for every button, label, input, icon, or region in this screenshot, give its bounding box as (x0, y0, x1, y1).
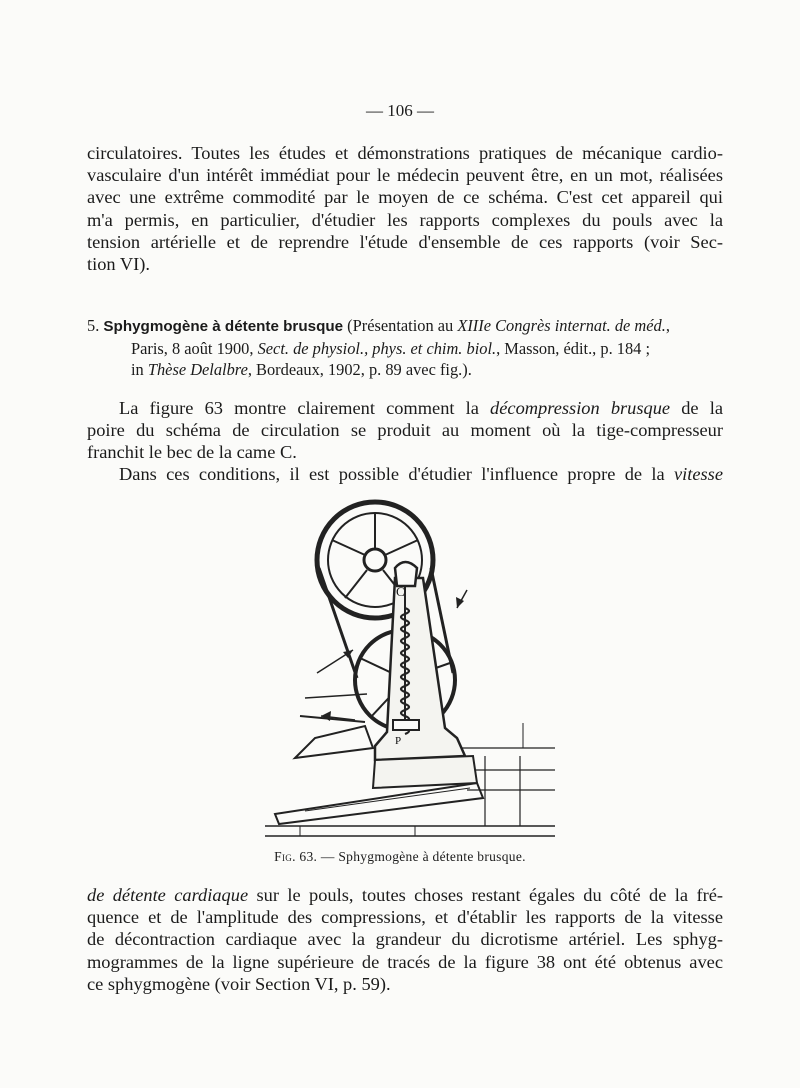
reference-text: , Masson, édit., p. 184 ; (496, 338, 650, 358)
text-italic: de détente cardiaque (87, 885, 249, 905)
text-line: de décontraction cardiaque avec la grandeur du dicrotisme artériel. Les sphyg- (87, 929, 723, 950)
paragraph-detente-cardiaque (87, 884, 723, 995)
reference-text: , (665, 316, 670, 335)
reference-title: Sphygmogène à détente brusque (103, 318, 344, 335)
paragraph-conditions (87, 463, 723, 485)
text-run: La figure 63 montre clairement comment la (119, 398, 491, 418)
text-line: m'a permis, en particulier, d'étudier les rapports complexes du pouls avec la (87, 209, 723, 230)
reference-section: Sect. de physiol., phys. et chim. biol. (257, 338, 497, 358)
text-line (87, 463, 723, 485)
text-run: de la (670, 398, 723, 418)
figure-label: Fig. 63. (274, 849, 318, 864)
text-line: vasculaire d'un intérêt immédiat pour le médecin peuvent être, en un mot, réalisées (87, 165, 723, 186)
page-number: — 106 — (366, 101, 434, 120)
text-italic: décompression brusque (490, 398, 671, 418)
figure-caption (0, 849, 800, 865)
text-run: sur le pouls, toutes choses restant égales du côté de la fré- (248, 885, 723, 905)
text-line: tension artérielle et de reprendre l'étude d'ensemble de ces rapports (voir Sec- (87, 231, 723, 252)
reference-number: 5. (87, 316, 100, 335)
reference-congress: XIIIe Congrès internat. de méd. (457, 316, 666, 335)
text-italic: vitesse (673, 464, 723, 484)
text-line: mogrammes de la ligne supérieure de tracés de la figure 38 ont été obtenus avec (87, 951, 723, 972)
text-line (87, 397, 723, 419)
text-line: tion VI). (87, 254, 151, 275)
reference-text: Paris, 8 août 1900, (131, 338, 258, 358)
bibliographic-reference (87, 315, 727, 381)
text-line: circulatoires. Toutes les études et démonstrations pratiques de mécanique cardio- (87, 143, 723, 163)
reference-text: in (131, 360, 148, 380)
reference-line-2 (87, 338, 727, 360)
reference-text: (Présentation au (343, 316, 458, 335)
text-line: avec une extrême commodité par le moyen de ce schéma. C'est cet appareil qui (87, 187, 723, 208)
reference-line-3 (87, 359, 727, 381)
text-line: quence et de l'amplitude des compressions, et d'établir les rapports de la vitesse (87, 907, 723, 928)
reference-line-1 (87, 315, 727, 338)
caption-text: — Sphygmogène à détente brusque. (317, 849, 526, 864)
text-line: poire du schéma de circulation se produit au moment où la tige-compresseur (87, 420, 723, 441)
reference-thesis: Thèse Delalbre (147, 360, 248, 380)
text-run: Dans ces conditions, il est possible d'étudier l'influence propre de la (119, 464, 674, 484)
text-line (87, 884, 723, 906)
label-came-c: C (396, 584, 405, 599)
paragraph-circulatoires (87, 142, 723, 275)
label-poire-p: P (395, 735, 402, 747)
text-line: ce sphygmogène (voir Section VI, p. 59). (87, 973, 391, 994)
sphygmogene-illustration (255, 498, 555, 853)
reference-text: , Bordeaux, 1902, p. 89 avec fig.). (247, 360, 472, 380)
paragraph-figure-63 (87, 397, 723, 464)
text-line: franchit le bec de la came C. (87, 442, 297, 463)
